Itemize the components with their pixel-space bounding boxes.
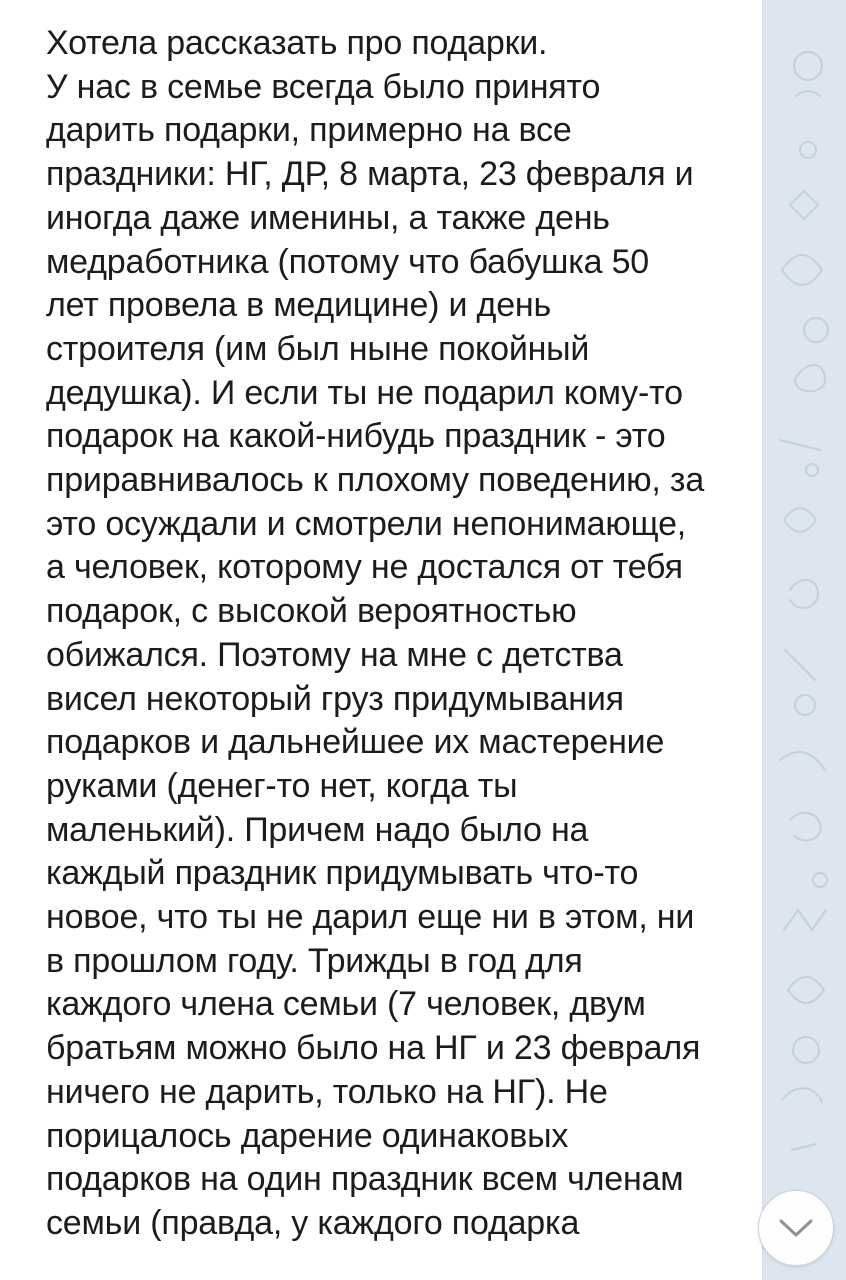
- message-line: братьям можно было на НГ и 23 февраля: [46, 1029, 701, 1068]
- message-line: медработника (потому что бабушка 50: [46, 242, 650, 281]
- message-line: дедушка). И если ты не подарил кому-то: [46, 373, 683, 412]
- message-line: семьи (правда, у каждого подарка: [46, 1203, 580, 1242]
- message-line: подарков на один праздник всем членам: [46, 1160, 684, 1199]
- message-line: новое, что ты не дарил еще ни в этом, ни: [46, 898, 695, 937]
- message-line: У нас в семье всегда было принято: [46, 67, 601, 106]
- chevron-down-icon: [776, 1216, 816, 1240]
- message-line: лет провела в медицине) и день: [46, 286, 551, 325]
- message-line: праздники: НГ, ДР, 8 марта, 23 февраля и: [46, 155, 694, 194]
- message-line: каждого члена семьи (7 человек, двум: [46, 985, 646, 1024]
- message-line: висел некоторый груз придумывания: [46, 679, 624, 718]
- message-line: в прошлом году. Трижды в год для: [46, 941, 583, 980]
- message-line: строителя (им был ныне покойный: [46, 329, 590, 368]
- message-line: приравнивалось к плохому поведению, за: [46, 461, 705, 500]
- message-line: иногда даже именины, а также день: [46, 198, 610, 237]
- message-line: это осуждали и смотрели непонимающе,: [46, 504, 687, 543]
- message-line: порицалось дарение одинаковых: [46, 1116, 569, 1155]
- message-line: дарить подарки, примерно на все: [46, 111, 572, 150]
- message-line: руками (денег-то нет, когда ты: [46, 766, 518, 805]
- message-line: ничего не дарить, только на НГ). Не: [46, 1072, 608, 1111]
- message-line: подарок на какой-нибудь праздник - это: [46, 417, 666, 456]
- message-line: маленький). Причем надо было на: [46, 810, 589, 849]
- message-line: подарок, с высокой вероятностью: [46, 592, 577, 631]
- message-line: каждый праздник придумывать что-то: [46, 854, 639, 893]
- message-line: а человек, которому не достался от тебя: [46, 548, 683, 587]
- message-line: Хотела рассказать про подарки.: [46, 24, 548, 62]
- message-line: подарков и дальнейшее их мастерение: [46, 723, 665, 762]
- message-text: [46, 22, 751, 1246]
- scroll-to-bottom-button[interactable]: [758, 1190, 834, 1266]
- message-line: обижался. Поэтому на мне с детства: [46, 635, 623, 674]
